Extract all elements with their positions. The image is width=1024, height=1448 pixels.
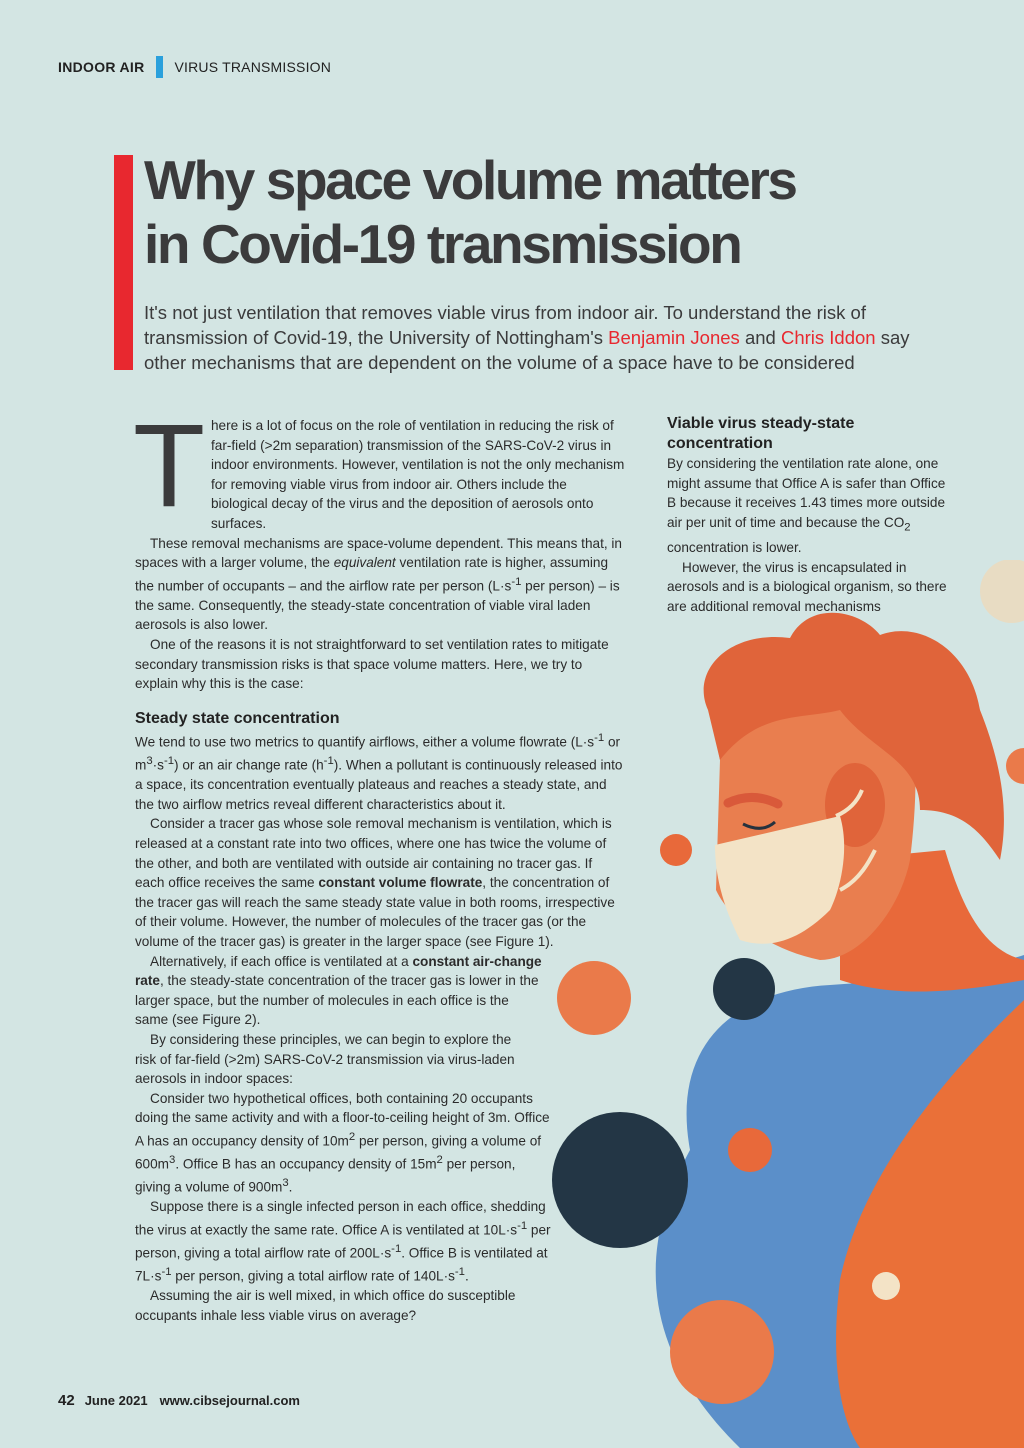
cream-dot [872, 1272, 900, 1300]
section-label: INDOOR AIR [58, 59, 145, 75]
viable-paragraph-2: However, the virus is encapsulated in aerosols and is a biological organism, so there are additional removal mechanisms [667, 559, 947, 614]
intro-p2-sup: -1 [511, 575, 522, 588]
journal-url: www.cibsejournal.com [159, 1393, 300, 1408]
sp2-a: Consider a tracer gas whose sole removal mechanism is ventilation, which is released at a constant rate into two offices, where one has twice the volume of the other, and both are ventilated with outside air containing no tracer gas. If each office receives the same [135, 816, 612, 891]
viable-paragraph-1 [667, 454, 947, 558]
sp6-a: Suppose there is a single infected person in each office, shedding the virus at exactly the same rate. Office A is ventilated at 10L·s [135, 1199, 546, 1238]
article-title [144, 148, 1004, 276]
sp5-sup3: 2 [436, 1154, 443, 1167]
sp5-d: per person, giving a volume of 900m [135, 1156, 516, 1195]
sp1-e: ). When a pollutant is continuously released into a space, its concentration eventually plateaus and reaches a steady state, and the two airflow metrics reveal different characteristics about it. [135, 757, 623, 812]
author-benjamin-jones: Benjamin Jones [608, 327, 740, 348]
intro-p2-b: ventilation rate is higher, assuming the number of occupants – and the airflow rate per person (L·s [135, 555, 609, 594]
sp3-bold: constant air-change rate [135, 953, 542, 989]
navy-virus-icon [713, 958, 775, 1020]
sp2-bold: constant volume flowrate [318, 875, 483, 891]
orange-dot-mid [728, 1128, 772, 1172]
orange-virus-icon [670, 1300, 774, 1404]
sp1-b: or m [135, 734, 621, 773]
vp1-b: concentration is lower. [667, 540, 802, 556]
sp1-d: ) or an air change rate (h [174, 757, 324, 773]
vp1-a: By considering the ventilation rate alone, one might assume that Office A is safer than Office B because it receives 1.43 times more outside air per unit of time and because the CO [667, 456, 946, 530]
page-number: 42 [58, 1392, 75, 1409]
sp1-sup3: -1 [163, 755, 175, 768]
steady-state-heading: Steady state concentration [135, 710, 340, 727]
sp3-c: , the steady-state concentration of the tracer gas is lower in the larger space, but the number of molecules in each office is the same (see Figure 2). [135, 973, 539, 1028]
sp1-sup2: 3 [146, 755, 153, 768]
sp6-sup3: -1 [161, 1266, 172, 1279]
steady-paragraph-3 [135, 952, 545, 1030]
intro-paragraph-3: One of the reasons it is not straightforward to set ventilation rates to mitigate secondary transmission risks is that space volume matters. Here, we try to explain why this is the case: [135, 637, 609, 692]
drop-cap: T [133, 400, 206, 532]
sp1-a: We tend to use two metrics to quantify airflows, either a volume flowrate (L·s [135, 734, 595, 750]
intro-paragraph-1: here is a lot of focus on the role of ventilation in reducing the risk of far-field (>2m separation) transmission of the SARS-CoV-2 virus in indoor environments. However, ventilation is not the only mechanism for removing viable virus from indoor air. Others include the biological decay of the virus and the deposition of aerosols onto surfaces. [211, 418, 625, 531]
sp3-a: Alternatively, if each office is ventilated at a [150, 953, 413, 969]
steady-paragraph-7: Assuming the air is well mixed, in which office do susceptible occupants inhale less viable virus on average? [135, 1288, 516, 1323]
intro-p2-a: These removal mechanisms are space-volume dependent. This means that, in spaces with a larger volume, the [135, 535, 622, 571]
sp2-c: , the concentration of the tracer gas will reach the same steady state value in both rooms, irrespective of their volume. However, the number of molecules of the tracer gas (or the volume of the tracer gas) is greater in the larger space (see Figure 1). [135, 875, 615, 949]
sp6-d: per person, giving a total airflow rate of 140L·s [171, 1268, 455, 1284]
page-footer [58, 1392, 300, 1409]
intro-p2-c: per person) – is the same. Consequently, the steady-state concentration of viable viral laden aerosols is also lower. [135, 578, 620, 633]
sp5-sup4: 3 [282, 1177, 289, 1190]
steady-paragraph-4: By considering these principles, we can begin to explore the risk of far-field (>2m) SARS-CoV-2 transmission via virus-laden aerosols in indoor spaces: [135, 1031, 515, 1087]
issue-date: June 2021 [84, 1393, 148, 1408]
sp5-c: . Office B has an occupancy density of 15m [175, 1156, 437, 1172]
faint-virus-icon [980, 560, 1024, 623]
section-divider [156, 56, 163, 78]
sp6-b: per person, giving a total airflow rate of 200L·s [135, 1222, 551, 1261]
masked-man-illustration [540, 560, 1024, 1448]
sp1-sup4: -1 [323, 755, 334, 768]
orange-circle [557, 961, 631, 1035]
sp6-sup1: -1 [517, 1219, 528, 1232]
sp5-b: per person, giving a volume of 600m [135, 1133, 542, 1172]
title-line-1: Why space volume matters [144, 149, 796, 211]
title-accent-bar [114, 155, 133, 370]
standfirst-part-2: say other mechanisms that are dependent on the volume of a space have to be considered [144, 327, 910, 373]
title-line-2: in Covid-19 transmission [144, 213, 741, 275]
section-header [58, 56, 331, 78]
standfirst [144, 300, 944, 375]
vp1-sub: 2 [904, 521, 911, 534]
standfirst-and: and [739, 327, 781, 348]
sp1-c: ·s [152, 757, 164, 773]
sp6-c: . Office B is ventilated at 7L·s [135, 1245, 548, 1284]
steady-paragraph-6 [135, 1197, 553, 1286]
sp6-sup4: -1 [454, 1266, 465, 1279]
edge-orange-dot [1006, 748, 1024, 784]
author-chris-iddon: Chris Iddon [780, 327, 876, 348]
sp5-a: Consider two hypothetical offices, both containing 20 occupants doing the same activity and with a floor-to-ceiling height of 3m. Office A has an occupancy density of 10m [135, 1090, 550, 1149]
small-orange-dot [660, 834, 692, 866]
sp1-sup1: -1 [594, 732, 605, 744]
subsection-label: VIRUS TRANSMISSION [174, 59, 332, 75]
viable-virus-heading: Viable virus steady-state concentration [667, 415, 855, 452]
sp5-e: . [288, 1179, 293, 1195]
sp5-sup1: 2 [348, 1130, 356, 1143]
standfirst-part-1: It's not just ventilation that removes viable virus from indoor air. To understand the risk of transmission of Covid-19, the University of Nottingham's [144, 302, 866, 348]
sp5-sup2: 3 [169, 1154, 176, 1167]
sp6-sup2: -1 [391, 1243, 402, 1256]
sp6-e: . [464, 1268, 469, 1284]
intro-p2-emphasis: equivalent [333, 555, 396, 571]
steady-paragraph-5 [135, 1089, 550, 1198]
large-navy-circle [552, 1112, 688, 1248]
